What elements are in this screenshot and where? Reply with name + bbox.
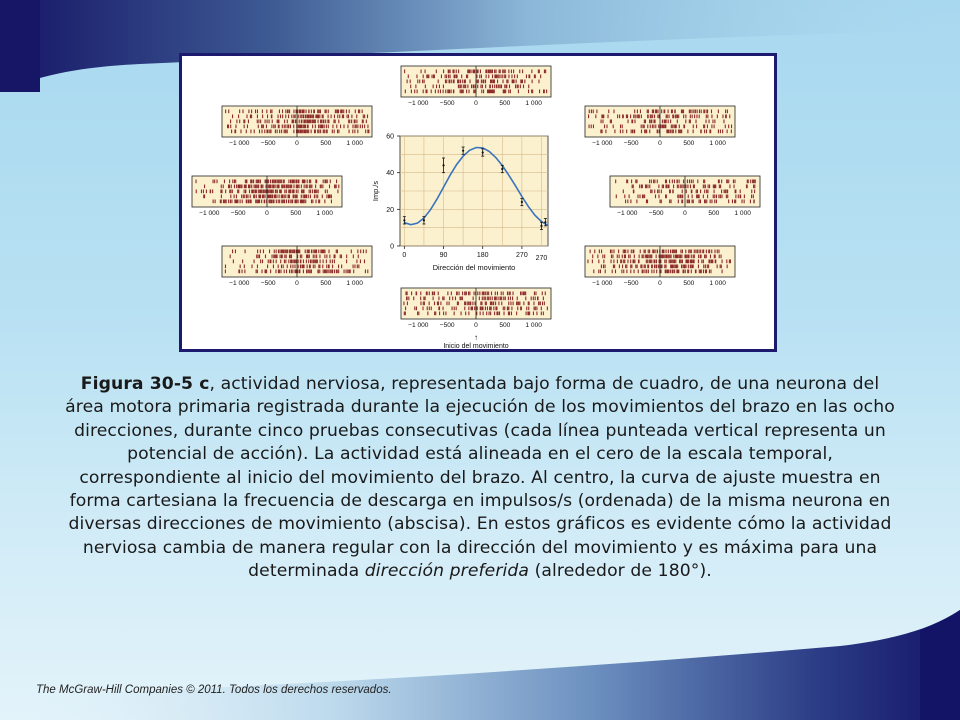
- raster-tick-label: 0: [658, 140, 662, 147]
- data-point: [501, 168, 503, 170]
- y-tick-label: 40: [386, 170, 394, 178]
- raster-tick-label: −1 000: [229, 140, 250, 147]
- raster-tick-label: 500: [499, 100, 511, 107]
- raster-tick-label: 500: [708, 210, 720, 217]
- y-tick-label: 0: [390, 243, 394, 251]
- raster-tick-label: 500: [290, 210, 302, 217]
- raster-tick-label: 1 000: [709, 140, 726, 147]
- raster-tick-label: 500: [683, 140, 695, 147]
- data-point: [521, 201, 523, 203]
- raster-tick-label: −1 000: [199, 210, 220, 217]
- raster-tick-label: 1 000: [316, 210, 333, 217]
- caption-italic: dirección preferida: [364, 561, 530, 582]
- caption-text-end: (alrededor de 180°).: [529, 561, 712, 582]
- figure-frame: [179, 53, 777, 352]
- raster-tick-label: −500: [623, 140, 639, 147]
- x-tick-label-extra: 270: [535, 255, 548, 262]
- raster-tick-label: −1 000: [617, 210, 638, 217]
- data-point: [482, 151, 484, 153]
- data-point: [442, 164, 444, 166]
- raster-tick-label: −1 000: [592, 140, 613, 147]
- raster-tick-label: 0: [474, 100, 478, 107]
- raster-tick-label: −500: [648, 210, 664, 217]
- raster-tick-label: −500: [260, 280, 276, 287]
- raster-tick-label: −500: [439, 322, 455, 329]
- raster-tick-label: −500: [260, 140, 276, 147]
- data-point: [423, 219, 425, 221]
- data-point: [403, 219, 405, 221]
- raster-tick-label: 0: [474, 322, 478, 329]
- raster-tick-label: 500: [499, 322, 511, 329]
- raster-tick-label: −1 000: [229, 280, 250, 287]
- caption-text: , actividad nerviosa, representada bajo forma de cuadro, de una neurona del área motora primaria registrada durante la ejecución de los movimientos del brazo en las ocho direcciones, durante cinco pruebas consecutivas (cada línea punteada vertical representa un potencial de acción). La actividad está alineada en el cero de la escala temporal, correspondiente al inicio del movimiento del brazo. Al centro, la curva de ajuste muestra en forma cartesiana la frecuencia de descarga en impulsos/s (ordenada) de la misma neurona en diversas direcciones de movimiento (abscisa). En estos gráficos es evidente cómo la actividad nerviosa cambia de manera regular con la dirección del movimiento y es máxima para una determinada: [65, 374, 895, 582]
- data-point: [462, 150, 464, 152]
- data-point: [544, 221, 546, 223]
- raster-tick-label: 1 000: [525, 100, 542, 107]
- figure-caption: [60, 373, 900, 584]
- raster-tick-label: −1 000: [408, 100, 429, 107]
- y-axis-label: Imp./s: [371, 180, 380, 202]
- raster-tick-label: 0: [265, 210, 269, 217]
- onset-arrow-icon: ↑: [474, 333, 478, 342]
- x-axis-label: Dirección del movimiento: [432, 263, 516, 272]
- raster-tick-label: 1 000: [709, 280, 726, 287]
- raster-tick-label: −500: [623, 280, 639, 287]
- footer-decoration: [0, 610, 960, 720]
- neuron-figure: [182, 56, 774, 349]
- data-point: [540, 225, 542, 227]
- raster-tick-label: −1 000: [408, 322, 429, 329]
- raster-tick-label: 0: [658, 280, 662, 287]
- y-tick-label: 20: [386, 206, 394, 214]
- x-tick-label: 270: [516, 252, 528, 259]
- raster-tick-label: 0: [295, 280, 299, 287]
- raster-tick-label: 500: [320, 280, 332, 287]
- raster-tick-label: 1 000: [346, 280, 363, 287]
- x-tick-label: 90: [439, 252, 448, 259]
- raster-tick-label: −500: [230, 210, 246, 217]
- raster-tick-label: −500: [439, 100, 455, 107]
- y-tick-label: 60: [386, 133, 394, 141]
- raster-tick-label: 500: [683, 280, 695, 287]
- raster-tick-label: 0: [295, 140, 299, 147]
- raster-tick-label: 1 000: [734, 210, 751, 217]
- x-tick-label: 0: [402, 252, 407, 259]
- raster-tick-label: 1 000: [346, 140, 363, 147]
- raster-tick-label: 500: [320, 140, 332, 147]
- raster-tick-label: 1 000: [525, 322, 542, 329]
- x-tick-label: 180: [476, 252, 489, 259]
- caption-lead: Figura 30-5 c: [80, 374, 210, 394]
- raster-tick-label: −1 000: [592, 280, 613, 287]
- copyright-footer: The McGraw-Hill Companies © 2011. Todos los derechos reservados.: [36, 684, 392, 696]
- onset-label: Inicio del movimiento: [443, 343, 509, 349]
- raster-tick-label: 0: [683, 210, 687, 217]
